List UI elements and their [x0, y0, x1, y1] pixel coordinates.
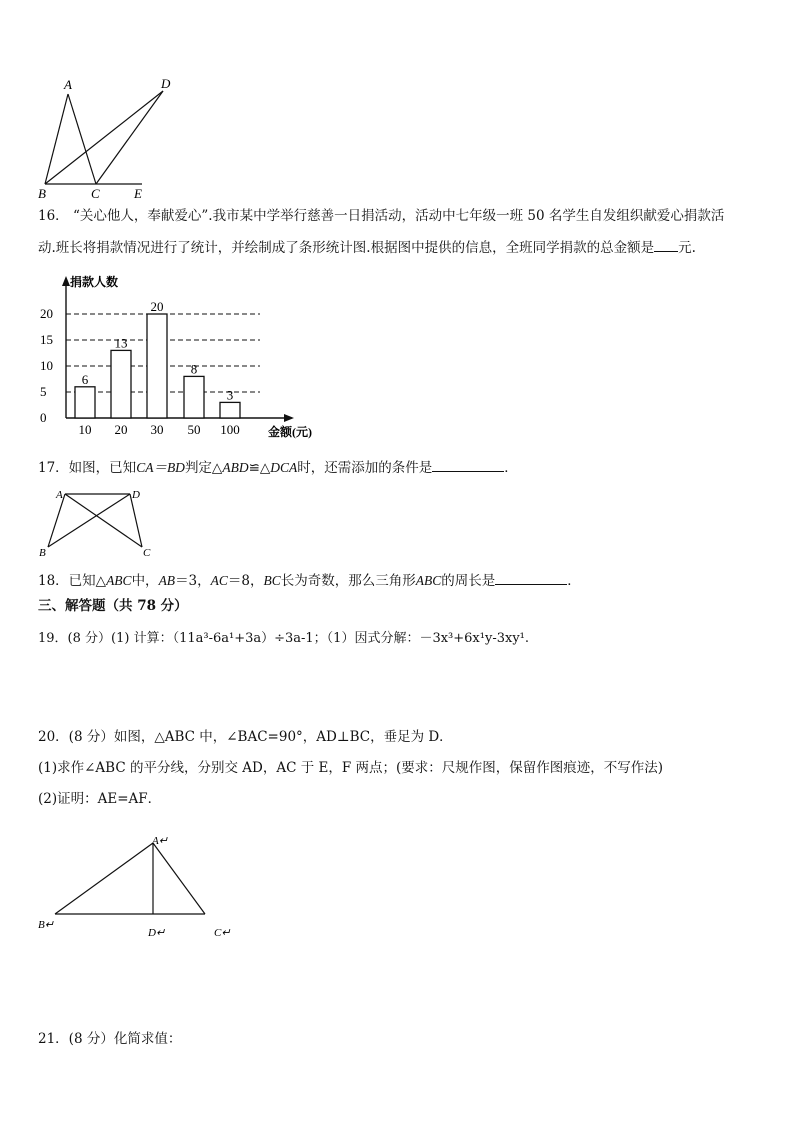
- q17-cond: CA＝BD: [136, 460, 185, 475]
- q17-post: 时，还需添加的条件是: [297, 460, 433, 476]
- x-axis-arrow: [284, 414, 294, 422]
- q16-line2-end: 元.: [678, 240, 696, 256]
- q17-cong: ≌△: [248, 460, 271, 476]
- q18-tri2: ABC: [415, 573, 442, 588]
- q18-text: [38, 570, 581, 591]
- data-label: 3: [226, 387, 234, 403]
- data-label: 20: [150, 299, 164, 314]
- label-B: B↵: [38, 919, 54, 931]
- q21-text: 21．(8 分）化简求值：: [38, 1031, 182, 1047]
- answer-blank-q17[interactable]: [432, 457, 504, 472]
- q18-t1: 中，: [131, 573, 159, 589]
- q18-ac: AC: [210, 573, 228, 588]
- bar-chart: [30, 268, 340, 443]
- q17-end: ．: [504, 460, 518, 476]
- q18-t3: 的周长是: [441, 573, 496, 589]
- label-D: D: [161, 76, 171, 91]
- x-tick-label: 10: [78, 422, 92, 437]
- geometry-figure-q20: [30, 830, 250, 945]
- q16-line1: 16． “关心他人，奉献爱心”.我市某中学举行慈善一日捐活动，活动中七年级一班 50 名学生自发组织献爱心捐款活: [38, 208, 725, 224]
- data-label: 8: [190, 361, 198, 377]
- label-A: A: [56, 489, 63, 501]
- y-axis-arrow: [62, 276, 70, 286]
- q18-t2: 长为奇数，那么三角形: [280, 573, 416, 589]
- q19-text: 19．(8 分）(1) 计算：（11a³-6a¹+3a）÷3a-1；（1）因式分解：－3x³+6x¹y-3xy¹.: [38, 631, 530, 646]
- label-D: D: [132, 489, 140, 501]
- label-C: C↵: [214, 927, 231, 939]
- x-tick-label: 50: [187, 422, 201, 437]
- q18-pre: 18．已知△: [38, 573, 107, 589]
- bar: [75, 387, 95, 418]
- y-axis-label: 捐款人数: [70, 275, 119, 289]
- q20-line1: 20．(8 分）如图，△ABC 中，∠BAC=90°，AD⊥BC，垂足为 D．: [38, 729, 453, 745]
- q16-line2: [38, 237, 696, 258]
- q20-line2: (1)求作∠ABC 的平分线，分别交 AD，AC 于 E，F 两点；(要求：尺规作图，保留作图痕迹，不写作法): [38, 760, 664, 776]
- data-label: 13: [114, 335, 128, 351]
- q17-text: [38, 457, 518, 478]
- q18-ab: AB: [158, 573, 176, 588]
- q18-tri: ABC: [106, 573, 132, 588]
- label-A: A↵: [152, 835, 168, 847]
- label-B: B: [38, 186, 46, 201]
- q17-mid: 判定△: [184, 460, 223, 476]
- q20-line3: (2)证明：AE=AF．: [38, 791, 162, 807]
- answer-blank-q16[interactable]: [654, 237, 678, 252]
- x-axis-label: 金额(元): [268, 425, 312, 439]
- q18-ab-val: ＝3，: [175, 573, 211, 589]
- section-heading: 三、解答题（共 78 分）: [38, 598, 188, 614]
- q18-bc: BC: [263, 573, 281, 588]
- data-label: 6: [81, 371, 89, 387]
- y-tick-label: 20: [40, 306, 53, 321]
- y-tick-label: 5: [40, 384, 47, 399]
- bar: [220, 402, 240, 418]
- bar: [184, 376, 204, 418]
- label-E: E: [134, 186, 142, 201]
- y-tick-label: 10: [40, 358, 53, 373]
- bar: [111, 350, 131, 418]
- q17-tri1: ABD: [222, 460, 249, 475]
- q17-tri2: DCA: [270, 460, 298, 475]
- geometry-figure-q15: [30, 72, 190, 202]
- q18-ac-val: ＝8，: [227, 573, 264, 589]
- label-A: A: [64, 77, 72, 92]
- label-C: C: [91, 186, 100, 201]
- answer-blank-q18[interactable]: [495, 570, 567, 585]
- x-tick-label: 30: [150, 422, 164, 437]
- label-D: D↵: [148, 927, 166, 939]
- y-tick-label: 15: [40, 332, 53, 347]
- q16-line2-text: 动.班长将捐款情况进行了统计，并绘制成了条形统计图.根据图中提供的信息，全班同学捐款的总金额是: [38, 240, 655, 256]
- q17-pre: 17．如图，已知: [38, 460, 137, 476]
- y-tick-label: 0: [40, 410, 47, 425]
- label-B: B: [39, 547, 46, 559]
- q18-end: ．: [567, 573, 581, 589]
- x-tick-label: 100: [220, 422, 240, 437]
- label-C: C: [143, 547, 151, 559]
- x-tick-label: 20: [114, 422, 128, 437]
- geometry-figure-q17: [32, 484, 162, 560]
- bar: [147, 314, 167, 418]
